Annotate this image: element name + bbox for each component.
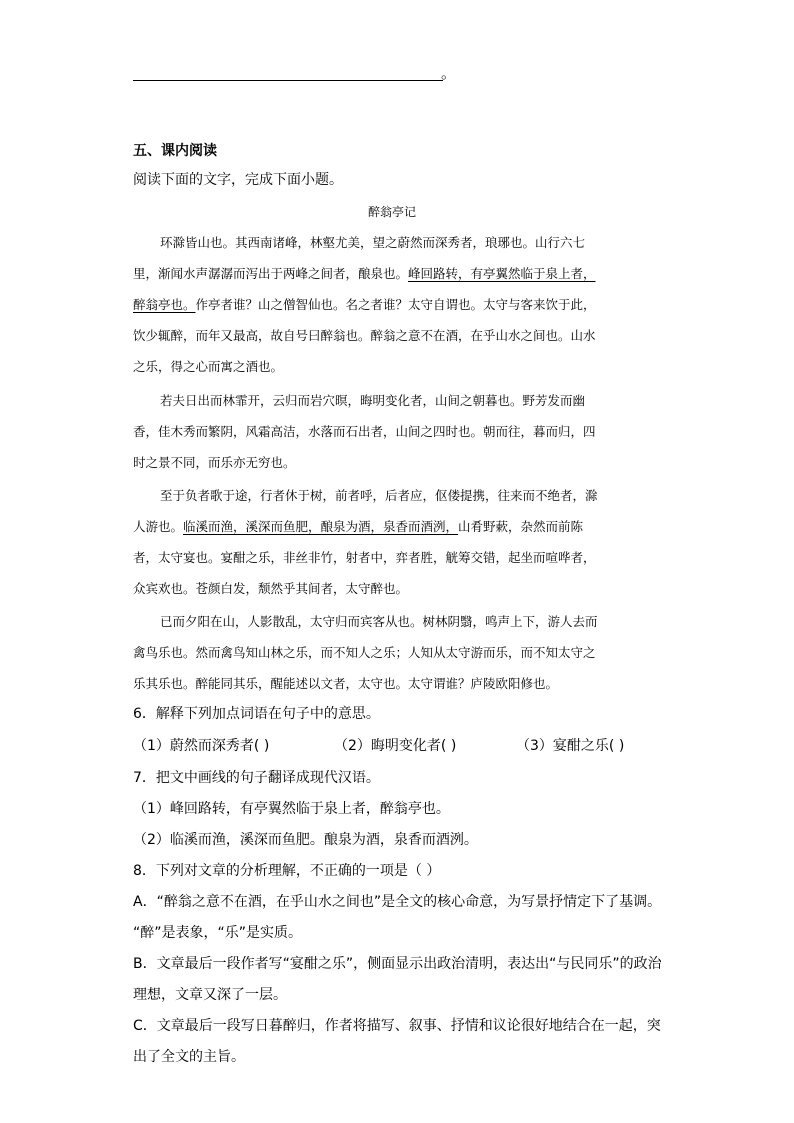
question-7-item-2: （2）临溪而渔，溪深而鱼肥。酿泉为酒，泉香而酒洌。	[133, 832, 478, 848]
passage-p2-line1: 若夫日出而林霏开，云归而岩穴暝，晦明变化者，山间之朝暮也。野芳发而幽	[160, 393, 586, 408]
option-c-line-2: 出了全文的主旨。	[133, 1049, 245, 1065]
question-6-item-1: （1）蔚然而深秀者( )	[133, 738, 270, 754]
question-8-stem: 8．下列对文章的分析理解，不正确的一项是（ ）	[133, 863, 441, 879]
passage-text: 山肴野蔌，杂然而前陈	[458, 519, 584, 534]
passage-text: 作亭者谁？山之僧智仙也。名之者谁？太守自谓也。太守与客来饮于此，	[195, 297, 596, 312]
passage-p4-line1: 已而夕阳在山，人影散乱，太守归而宾客从也。树林阴翳，鸣声上下，游人去而	[160, 614, 598, 629]
section-title: 五、课内阅读	[133, 143, 217, 159]
passage-p4-line2: 禽鸟乐也。然而禽鸟知山林之乐，而不知人之乐；人知从太守游而乐，而不知太守之	[133, 645, 596, 660]
question-6-item-3: （3）宴酣之乐( )	[516, 738, 625, 754]
passage-p2-line3: 时之景不同，而乐亦无穷也。	[133, 455, 296, 470]
passage-p1-line3	[133, 295, 596, 313]
passage-p3-line1: 至于负者歌于途，行者休于树，前者呼，后者应，伛偻提携，往来而不绝者，滁	[160, 488, 598, 503]
option-b-line-1: B．文章最后一段作者写“宴酣之乐”，侧面显示出政治清明，表达出“与民同乐”的政治	[133, 956, 662, 972]
underlined-sentence: 醉翁亭也。	[133, 297, 196, 312]
passage-p1-line2	[133, 264, 596, 282]
passage-p3-line3: 者，太守宴也。宴酣之乐，非丝非竹，射者中，弈者胜，觥筹交错，起坐而喧哗者，	[133, 550, 596, 565]
section-instruction: 阅读下面的文字，完成下面小题。	[133, 172, 343, 188]
underlined-sentence: 临溪而渔，溪深而鱼肥，酿泉为酒，泉香而酒洌，	[183, 519, 459, 534]
sentence-end-mark: 。	[441, 64, 457, 82]
option-a-line-1: A．“醉翁之意不在酒，在乎山水之间也”是全文的核心命意，为写景抒情定下了基调。	[133, 894, 662, 910]
option-c-line-1: C．文章最后一段写日暮醉归，作者将描写、叙事、抒情和议论很好地结合在一起，突	[133, 1018, 661, 1034]
passage-p4-line3: 乐其乐也。醉能同其乐，醒能述以文者，太守也。太守谓谁？庐陵欧阳修也。	[133, 676, 559, 691]
question-6-item-2: （2）晦明变化者( )	[334, 738, 457, 754]
question-7-item-1: （1）峰回路转，有亭翼然临于泉上者，醉翁亭也。	[133, 801, 450, 817]
passage-p1-line4: 饮少辄醉，而年又最高，故自号曰醉翁也。醉翁之意不在酒，在乎山水之间也。山水	[133, 328, 596, 343]
passage-text: 里，渐闻水声潺潺而泻出于两峰之间者，酿泉也。	[133, 266, 409, 281]
passage-p3-line4: 众宾欢也。苍颜白发，颓然乎其间者，太守醉也。	[133, 581, 409, 596]
passage-p2-line2: 香，佳木秀而繁阴，风霜高洁，水落而石出者，山间之四时也。朝而往，暮而归，四	[133, 424, 596, 439]
underlined-sentence: 峰回路转，有亭翼然临于泉上者，	[408, 266, 596, 281]
question-7-stem: 7．把文中画线的句子翻译成现代汉语。	[133, 770, 380, 786]
passage-title: 醉翁亭记	[368, 205, 417, 219]
passage-text: 人游也。	[133, 519, 184, 534]
passage-p3-line2	[133, 517, 583, 535]
passage-p1-line1: 环滁皆山也。其西南诸峰，林壑尤美，望之蔚然而深秀者，琅琊也。山行六七	[160, 235, 586, 250]
option-a-line-2: “醉”是表象，“乐”是实质。	[133, 925, 303, 941]
option-b-line-2: 理想，文章又深了一层。	[133, 987, 287, 1003]
answer-blank-line	[133, 80, 443, 81]
passage-p1-line5: 之乐，得之心而寓之酒也。	[133, 359, 284, 374]
question-6-stem: 6．解释下列加点词语在句子中的意思。	[133, 706, 380, 722]
